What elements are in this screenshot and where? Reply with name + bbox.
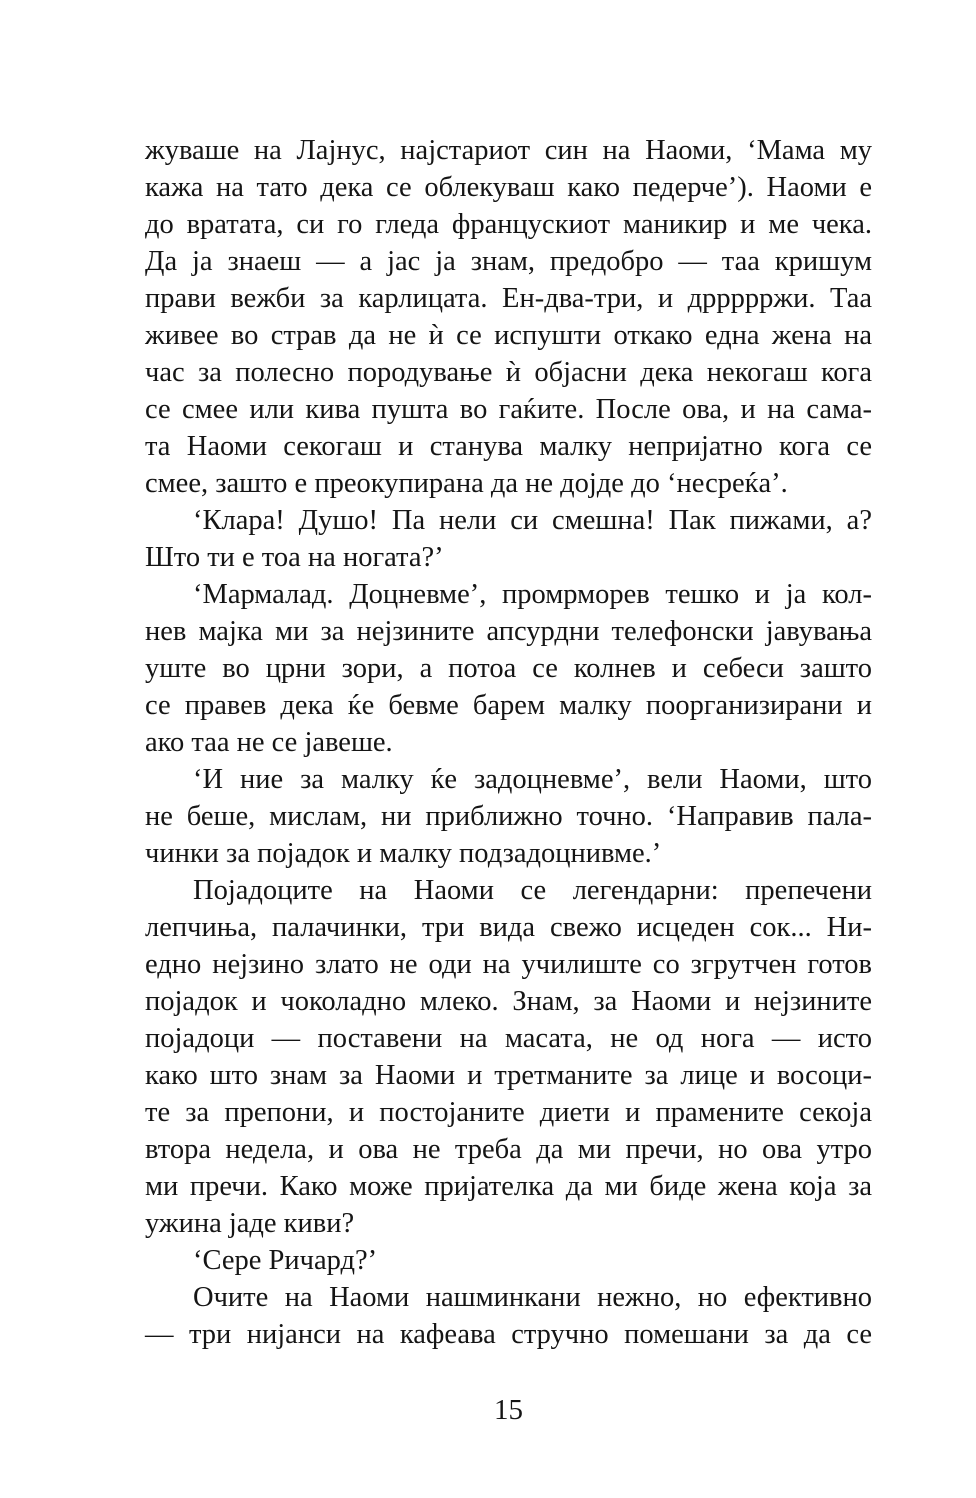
text-line: ‘Сере Ричард?’ [193,1245,378,1276]
paragraph [145,1242,872,1279]
text-line: ако таа не се јавеше. [145,727,393,758]
text-line: Да ја знаеш — а јас ја знам, предобро — таа кришум [145,246,872,277]
text-line: се правев дека ќе бевме барем малку поорганизирани и [145,690,872,721]
text-line: ми пречи. Како може пријателка да ми биде жена која за [145,1171,872,1202]
text-line: жуваше на Лајнус, најстариот син на Наоми, ‘Мама му [145,135,872,166]
text-line: како што знам за Наоми и третманите за лице и восоци- [145,1060,872,1091]
text-line: лепчиња, палачинки, три вида свежо исцеден сок... Ни- [145,912,872,943]
text-line: прави вежби за карлицата. Ен-два-три, и дррррржи. Таа [145,283,872,314]
paragraph [145,1279,872,1353]
page-number: 15 [494,1394,523,1426]
paragraph [145,872,872,1242]
text-line: час за полесно породување ѝ објасни дека некогаш кога [145,357,872,388]
text-line: чинки за појадок и малку подзадоцнивме.’ [145,838,662,869]
text-line: ‘Клара! Душо! Па нели си смешна! Пак пижами, а? [193,505,872,536]
text-line: те за препони, и постојаните диети и прамените секоја [145,1097,872,1128]
text-line: Што ти е тоа на ногата?’ [145,542,444,573]
body-text [145,132,872,1353]
text-line: појадок и чоколадно млеко. Знам, за Наоми и нејзините [145,986,872,1017]
text-line: ‘Мармалад. Доцневме’, промрморев тешко и ја кол- [193,579,872,610]
text-line: кажа на тато дека се облекуваш како педерче’). Наоми е [145,172,872,203]
text-line: живее во страв да не ѝ се испушти откако една жена на [145,320,872,351]
paragraph [145,502,872,576]
text-line: се смее или кива пушта во гаќите. После ова, и на сама- [145,394,872,425]
text-line: уште во црни зори, а потоа се колнев и себеси зашто [145,653,872,684]
text-line: не беше, мислам, ни приближно точно. ‘Направив пала- [145,801,872,832]
text-line: Појадоците на Наоми се легендарни: препечени [193,875,872,906]
paragraph [145,761,872,872]
text-line: појадоци — поставени на масата, не од нога — исто [145,1023,872,1054]
paragraph [145,576,872,761]
text-line: ‘И ние за малку ќе задоцневме’, вели Наоми, што [193,764,872,795]
text-line: ужина јаде киви? [145,1208,355,1239]
paragraph [145,132,872,502]
text-line: едно нејзино злато не оди на училиште со згрутчен готов [145,949,872,980]
text-line: втора недела, и ова не треба да ми пречи, но ова утро [145,1134,872,1165]
text-line: до вратата, си го гледа францускиот маникир и ме чека. [145,209,872,240]
text-line: нев мајка ми за нејзините апсурдни телефонски јавувања [145,616,872,647]
text-line: смее, зашто е преокупирана да не дојде до ‘несреќа’. [145,468,788,499]
text-line: — три нијанси на кафеава стручно помешани за да се [145,1319,872,1350]
text-line: Очите на Наоми нашминкани нежно, но ефективно [193,1282,872,1313]
text-line: та Наоми секогаш и станува малку непријатно кога се [145,431,872,462]
